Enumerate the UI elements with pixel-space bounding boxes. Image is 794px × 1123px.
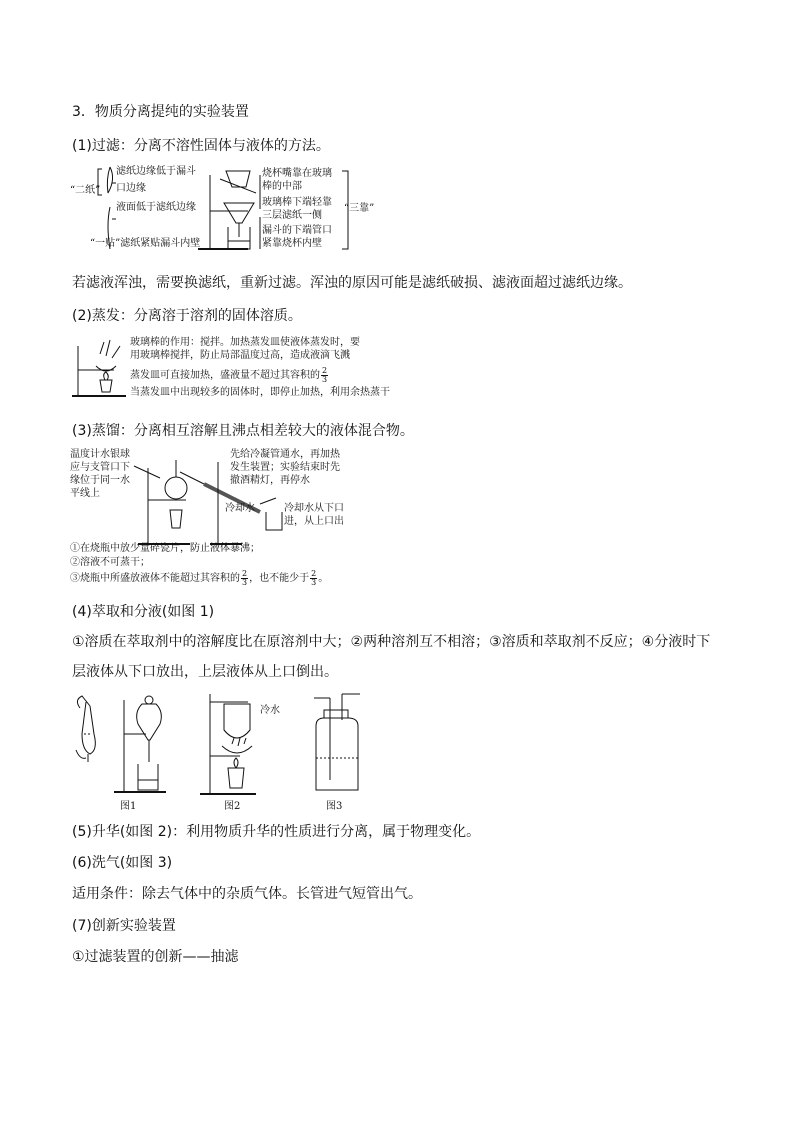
fraction-denominator: 3 [242,578,248,587]
fraction-two-thirds [321,367,328,384]
distillation-note-3b: ，也不能少于 [249,573,310,584]
filtration-figure [70,165,375,255]
figure-1-caption: 图1 [120,801,137,812]
distillation-note-3a: ③烧瓶中所盛放液体不能超过其容积的 [70,573,240,584]
fraction-numerator: 2 [311,569,317,578]
label-glass-rod-role-a: 玻璃棒的作用：搅拌。加热蒸发皿使液体蒸发时，要 [130,337,360,348]
extraction-heading: (4)萃取和分液(如图 1) [72,604,215,620]
figure-3-caption: 图3 [326,801,343,812]
fraction-two-thirds-a [241,570,248,587]
label-liquid-level: 液面低于滤纸边缘 [116,202,196,213]
fraction-two-thirds-b [310,570,317,587]
filtration-heading: (1)过滤：分离不溶性固体与液体的方法。 [72,138,330,154]
label-beaker-spout-a: 烧杯嘴靠在玻璃 [262,168,332,179]
evaporation-apparatus-drawing [70,336,130,400]
label-funnel-tip-a: 漏斗的下端管口 [262,225,332,236]
fraction-numerator: 2 [322,366,328,375]
label-glass-rod-b: 三层滤纸一侧 [262,210,322,221]
label-beaker-spout-b: 棒的中部 [262,181,302,192]
label-cooling-water-flow-2: 进，从上口出 [284,516,344,527]
label-water-first-3: 撤酒精灯，再停水 [230,475,310,486]
distillation-note-1: ①在烧瓶中放少量碎瓷片，防止液体暴沸； [70,543,260,554]
label-filter-paper-edge-b: 口边缘 [116,183,146,194]
section-title: 3．物质分离提纯的实验装置 [72,104,249,120]
gas-washing-text: 适用条件：除去气体中的杂质气体。长管进气短管出气。 [72,886,422,902]
innovation-heading: (7)创新实验装置 [72,918,176,934]
extraction-figures [72,690,382,814]
extraction-apparatus-drawing [72,690,382,800]
figure-2-caption: 图2 [224,801,241,812]
extraction-text-2: 层液体从下口放出，上层液体从上口倒出。 [72,664,338,680]
figure-2-cold-water-label: 冷水 [260,705,280,716]
label-thermometer-1: 温度计水银球 [70,449,130,460]
distillation-note-3 [70,570,328,587]
label-water-first-2: 发生装置；实验结束时先 [230,462,340,473]
label-dish-heating [130,367,329,384]
label-glass-rod-role-b: 用玻璃棒搅拌，防止局部温度过高，造成液滴飞溅 [130,350,350,361]
label-water-first-1: 先给冷凝管通水，再加热 [230,449,340,460]
label-thermometer-2: 应与支管口下 [70,462,130,473]
label-funnel-tip-b: 紧靠烧杯内壁 [262,238,322,249]
label-yitie: “一贴”滤纸紧贴漏斗内壁 [90,238,201,249]
distillation-figure [70,448,370,594]
gas-washing-heading: (6)洗气(如图 3) [72,855,173,871]
extraction-text-1: ①溶质在萃取剂中的溶解度比在原溶剂中大；②两种溶剂互不相溶；③溶质和萃取剂不反应；④分液时下 [72,634,711,650]
label-glass-rod-a: 玻璃棒下端轻靠 [262,197,332,208]
label-cooling-water-inlet: 冷却水 [225,503,255,514]
label-stop-heating: 当蒸发皿中出现较多的固体时，即停止加热，利用余热蒸干 [130,387,390,398]
label-erzhi: “二纸” [70,185,101,196]
label-thermometer-3: 缘位于同一水 [70,475,130,486]
label-cooling-water-flow-1: 冷却水从下口 [284,503,344,514]
fraction-denominator: 3 [311,578,317,587]
label-sankao: “三靠” [344,203,375,214]
evaporation-figure [70,336,400,400]
fraction-numerator: 2 [242,569,248,578]
distillation-note-3c: 。 [318,573,329,584]
distillation-heading: (3)蒸馏：分离相互溶解且沸点相差较大的液体混合物。 [72,423,414,439]
evaporation-heading: (2)蒸发：分离溶于溶剂的固体溶质。 [72,308,302,324]
filtration-note: 若滤液浑浊，需要换滤纸，重新过滤。浑浊的原因可能是滤纸破损、滤液面超过滤纸边缘。 [72,275,632,291]
fraction-denominator: 3 [322,375,328,384]
label-filter-paper-edge-a: 滤纸边缘低于漏斗 [116,166,196,177]
innovation-item-1: ①过滤装置的创新——抽滤 [72,949,239,965]
distillation-note-2: ②溶液不可蒸干； [70,557,150,568]
label-thermometer-4: 平线上 [70,488,100,499]
label-dish-heating-text: 蒸发皿可直接加热，盛液量不超过其容积的 [130,370,320,381]
sublimation-heading: (5)升华(如图 2)：利用物质升华的性质进行分离，属于物理变化。 [72,824,481,840]
